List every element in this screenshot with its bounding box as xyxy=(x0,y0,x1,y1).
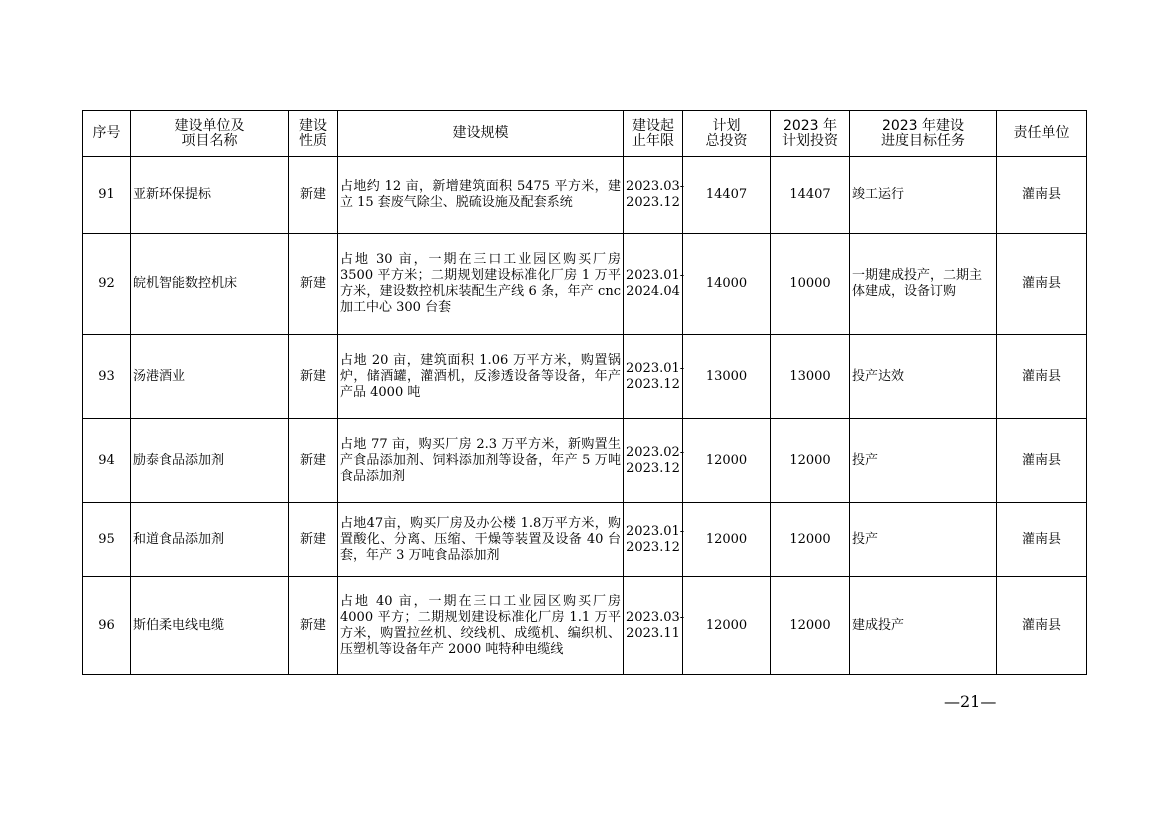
cell-period: 2023.01- 2023.12 xyxy=(624,503,683,577)
cell-seq: 91 xyxy=(83,157,131,234)
cell-project-name: 和道食品添加剂 xyxy=(131,503,289,577)
cell-nature: 新建 xyxy=(289,503,338,577)
cell-project-name: 亚新环保提标 xyxy=(131,157,289,234)
header-unit: 建设单位及 项目名称 xyxy=(131,111,289,157)
header-total-investment: 计划 总投资 xyxy=(683,111,771,157)
table-row xyxy=(83,577,1087,675)
cell-scale: 占地 30 亩，一期在三口工业园区购买厂房 3500 平方米；二期规划建设标准化厂房 1 万平方米，建设数控机床装配生产线 6 条，年产 cnc 加工中心 300 台套 xyxy=(338,234,624,335)
header-seq: 序号 xyxy=(83,111,131,157)
table-row xyxy=(83,419,1087,503)
cell-period: 2023.02- 2023.12 xyxy=(624,419,683,503)
cell-responsible-unit: 灌南县 xyxy=(997,577,1087,675)
cell-goal: 投产达效 xyxy=(850,335,997,419)
cell-goal: 建成投产 xyxy=(850,577,997,675)
cell-plan-investment: 10000 xyxy=(771,234,850,335)
cell-total-investment: 12000 xyxy=(683,503,771,577)
page-number: —21— xyxy=(944,692,997,711)
table-row xyxy=(83,157,1087,234)
cell-project-name: 汤港酒业 xyxy=(131,335,289,419)
cell-responsible-unit: 灌南县 xyxy=(997,503,1087,577)
cell-plan-investment: 13000 xyxy=(771,335,850,419)
cell-plan-investment: 12000 xyxy=(771,577,850,675)
cell-scale: 占地 20 亩，建筑面积 1.06 万平方米，购置锅炉，储酒罐，灌酒机，反渗透设备等设备，年产产品 4000 吨 xyxy=(338,335,624,419)
cell-plan-investment: 14407 xyxy=(771,157,850,234)
cell-nature: 新建 xyxy=(289,335,338,419)
cell-goal: 一期建成投产，二期主体建成，设备订购 xyxy=(850,234,997,335)
cell-goal: 投产 xyxy=(850,419,997,503)
project-table xyxy=(82,110,1087,675)
cell-total-investment: 14407 xyxy=(683,157,771,234)
cell-scale: 占地47亩，购买厂房及办公楼 1.8万平方米，购置酸化、分离、压缩、干燥等装置及设备 40 台套，年产 3 万吨食品添加剂 xyxy=(338,503,624,577)
cell-scale: 占地 77 亩，购买厂房 2.3 万平方米，新购置生产食品添加剂、饲料添加剂等设备，年产 5 万吨食品添加剂 xyxy=(338,419,624,503)
header-responsible-unit: 责任单位 xyxy=(997,111,1087,157)
table-row xyxy=(83,335,1087,419)
cell-total-investment: 14000 xyxy=(683,234,771,335)
cell-period: 2023.03- 2023.11 xyxy=(624,577,683,675)
cell-nature: 新建 xyxy=(289,577,338,675)
cell-project-name: 斯伯柔电线电缆 xyxy=(131,577,289,675)
cell-nature: 新建 xyxy=(289,157,338,234)
table-header-row xyxy=(83,111,1087,157)
cell-plan-investment: 12000 xyxy=(771,419,850,503)
cell-responsible-unit: 灌南县 xyxy=(997,234,1087,335)
cell-goal: 投产 xyxy=(850,503,997,577)
cell-total-investment: 13000 xyxy=(683,335,771,419)
header-nature: 建设 性质 xyxy=(289,111,338,157)
cell-nature: 新建 xyxy=(289,234,338,335)
cell-scale: 占地 40 亩，一期在三口工业园区购买厂房 4000 平方；二期规划建设标准化厂房 1.1 万平方米，购置拉丝机、绞线机、成缆机、编织机、压塑机等设备年产 2000 吨特种电缆线 xyxy=(338,577,624,675)
header-scale: 建设规模 xyxy=(338,111,624,157)
cell-responsible-unit: 灌南县 xyxy=(997,419,1087,503)
cell-total-investment: 12000 xyxy=(683,577,771,675)
cell-goal: 竣工运行 xyxy=(850,157,997,234)
cell-scale: 占地约 12 亩，新增建筑面积 5475 平方米，建立 15 套废气除尘、脱硫设施及配套系统 xyxy=(338,157,624,234)
header-period: 建设起 止年限 xyxy=(624,111,683,157)
header-goal: 2023 年建设 进度目标任务 xyxy=(850,111,997,157)
cell-nature: 新建 xyxy=(289,419,338,503)
cell-period: 2023.01- 2024.04 xyxy=(624,234,683,335)
cell-responsible-unit: 灌南县 xyxy=(997,335,1087,419)
cell-plan-investment: 12000 xyxy=(771,503,850,577)
table-row xyxy=(83,234,1087,335)
cell-period: 2023.01- 2023.12 xyxy=(624,335,683,419)
cell-project-name: 励泰食品添加剂 xyxy=(131,419,289,503)
cell-seq: 92 xyxy=(83,234,131,335)
cell-seq: 95 xyxy=(83,503,131,577)
cell-seq: 93 xyxy=(83,335,131,419)
cell-seq: 94 xyxy=(83,419,131,503)
table-row xyxy=(83,503,1087,577)
cell-project-name: 皖机智能数控机床 xyxy=(131,234,289,335)
header-plan-investment: 2023 年 计划投资 xyxy=(771,111,850,157)
cell-seq: 96 xyxy=(83,577,131,675)
cell-period: 2023.03- 2023.12 xyxy=(624,157,683,234)
cell-responsible-unit: 灌南县 xyxy=(997,157,1087,234)
cell-total-investment: 12000 xyxy=(683,419,771,503)
